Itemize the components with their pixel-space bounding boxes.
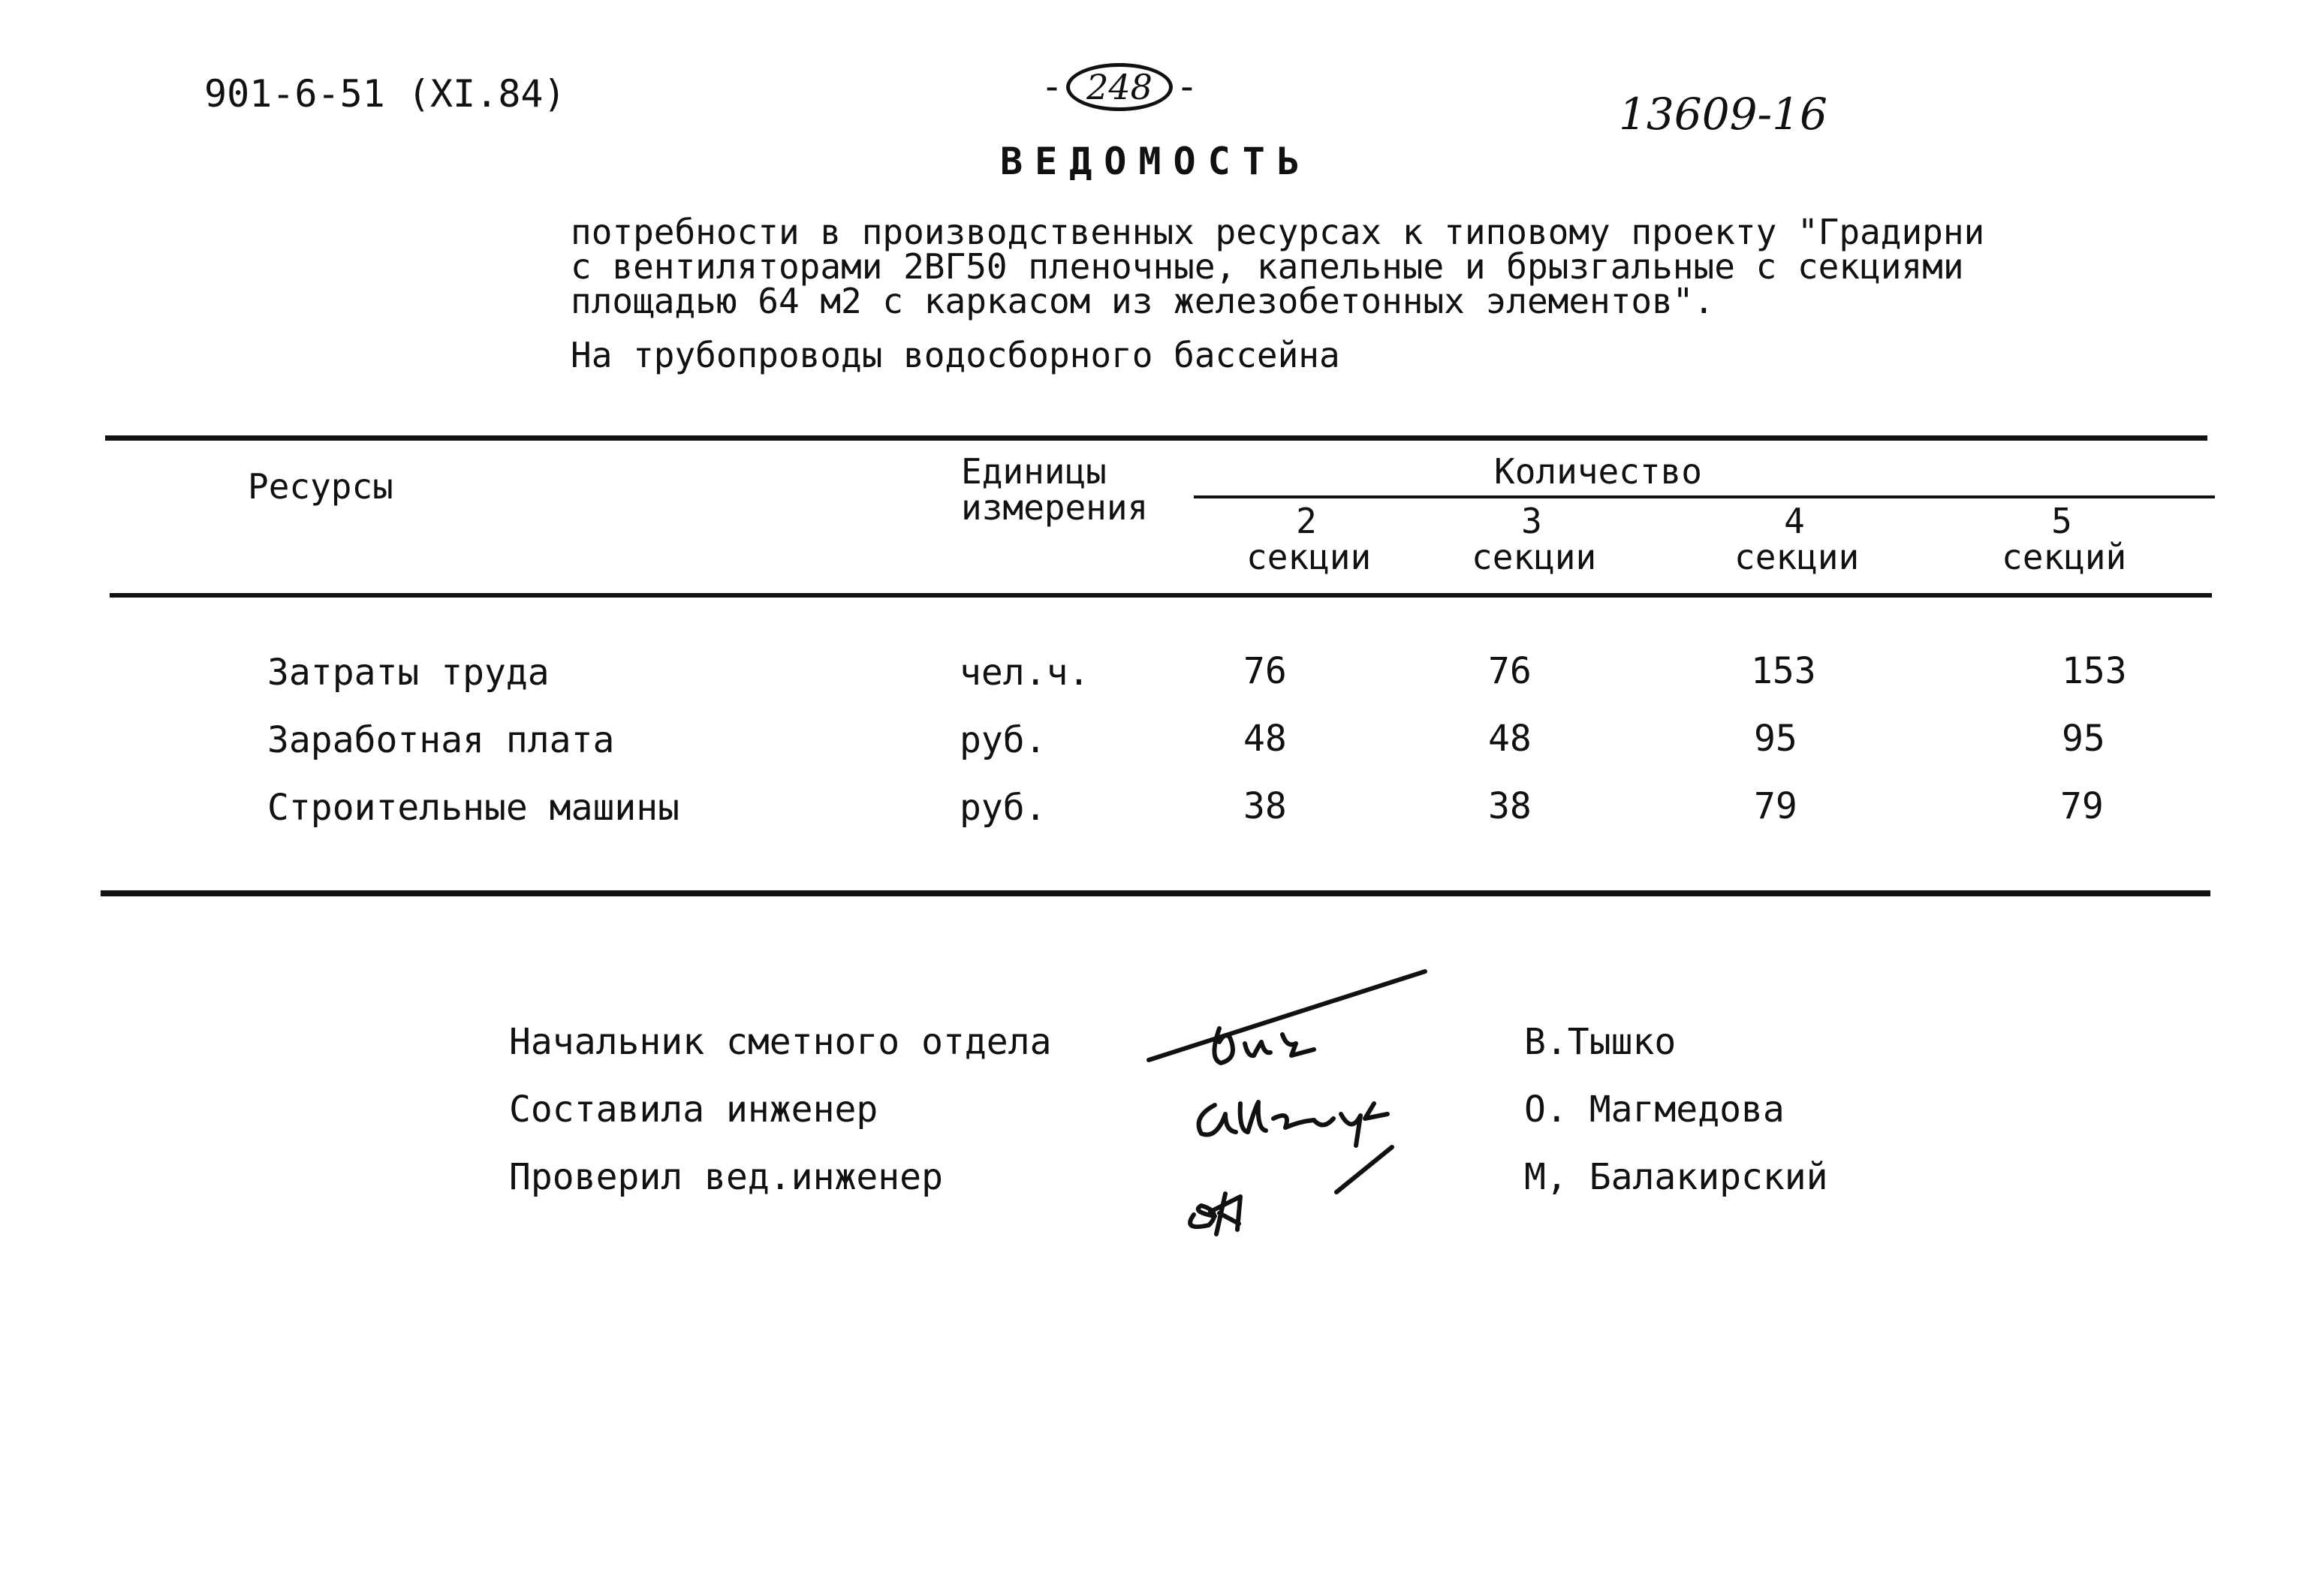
section-number: 5 <box>2051 501 2072 541</box>
header-quantity: Количество <box>1494 451 1702 492</box>
table-bottom-rule <box>101 890 2210 896</box>
row-resource: Затраты труда <box>267 652 550 694</box>
row-value: 76 <box>1488 650 1532 692</box>
row-value: 79 <box>2060 785 2104 827</box>
signature-role: Составила инженер <box>509 1089 878 1131</box>
section-word: секций <box>2002 537 2127 577</box>
row-resource: Строительные машины <box>267 787 680 829</box>
row-unit: чел.ч. <box>960 652 1090 694</box>
page-number: 248 <box>1066 63 1173 111</box>
row-value: 153 <box>1751 650 1816 692</box>
signature-role: Начальник сметного отдела <box>509 1021 1052 1063</box>
header-resources: Ресурсы <box>248 466 393 507</box>
signature-name: В.Тышко <box>1524 1021 1677 1063</box>
document-subtitle: На трубопроводы водосборного бассейна <box>571 335 1340 375</box>
row-value: 76 <box>1243 650 1287 692</box>
document-code: 901-6-51 (XI.84) <box>204 72 566 116</box>
row-value: 48 <box>1243 718 1287 760</box>
header-section-5 <box>2002 501 2127 577</box>
row-value: 38 <box>1243 785 1287 827</box>
signature-role: Проверил вед.инженер <box>509 1156 943 1198</box>
page-dash-right: - <box>1175 65 1199 108</box>
row-value: 48 <box>1488 718 1532 760</box>
header-units-line: Единицы <box>961 451 1107 492</box>
archive-number: 13609-16 <box>1619 89 1827 140</box>
signature-name: О. Магмедова <box>1524 1089 1785 1131</box>
signature-name: М, Балакирский <box>1524 1156 1828 1198</box>
header-section-2 <box>1246 501 1372 577</box>
description-line: потребности в производственных ресурсах к типовому проекту "Градирни <box>571 212 1985 252</box>
signature-3-drawing <box>1190 1147 1392 1234</box>
document-description <box>571 212 1985 321</box>
section-word: секции <box>1734 537 1860 577</box>
handwritten-signatures <box>1126 953 1472 1239</box>
row-value: 153 <box>2062 650 2127 692</box>
row-value: 95 <box>1754 718 1797 760</box>
row-unit: руб. <box>960 787 1047 829</box>
description-line: с вентиляторами 2ВГ50 пленочные, капельные и брызгальные с секциями <box>571 246 1964 287</box>
section-word: секции <box>1472 537 1597 577</box>
row-unit: руб. <box>960 719 1047 761</box>
header-section-4 <box>1734 501 1860 577</box>
signature-1-drawing <box>1149 971 1425 1063</box>
section-word: секции <box>1246 537 1372 577</box>
section-number: 4 <box>1784 501 1805 541</box>
description-line: площадью 64 м2 с каркасом из железобетонных элементов". <box>571 281 1715 321</box>
row-value: 79 <box>1754 785 1797 827</box>
header-units-line: измерения <box>961 487 1149 528</box>
signature-2-drawing <box>1199 1102 1388 1146</box>
quantity-header-rule <box>1194 495 2215 498</box>
table-top-rule <box>105 435 2207 441</box>
row-resource: Заработная плата <box>267 719 615 761</box>
page-number-mark <box>1041 63 1198 111</box>
section-number: 2 <box>1296 501 1317 541</box>
row-value: 38 <box>1488 785 1532 827</box>
header-section-3 <box>1472 501 1597 577</box>
page-dash-left: - <box>1041 65 1064 108</box>
header-bottom-rule <box>110 593 2212 598</box>
row-value: 95 <box>2062 718 2105 760</box>
section-number: 3 <box>1521 501 1542 541</box>
document-title: ВЕДОМОСТЬ <box>1000 140 1312 183</box>
header-units <box>961 451 1149 528</box>
